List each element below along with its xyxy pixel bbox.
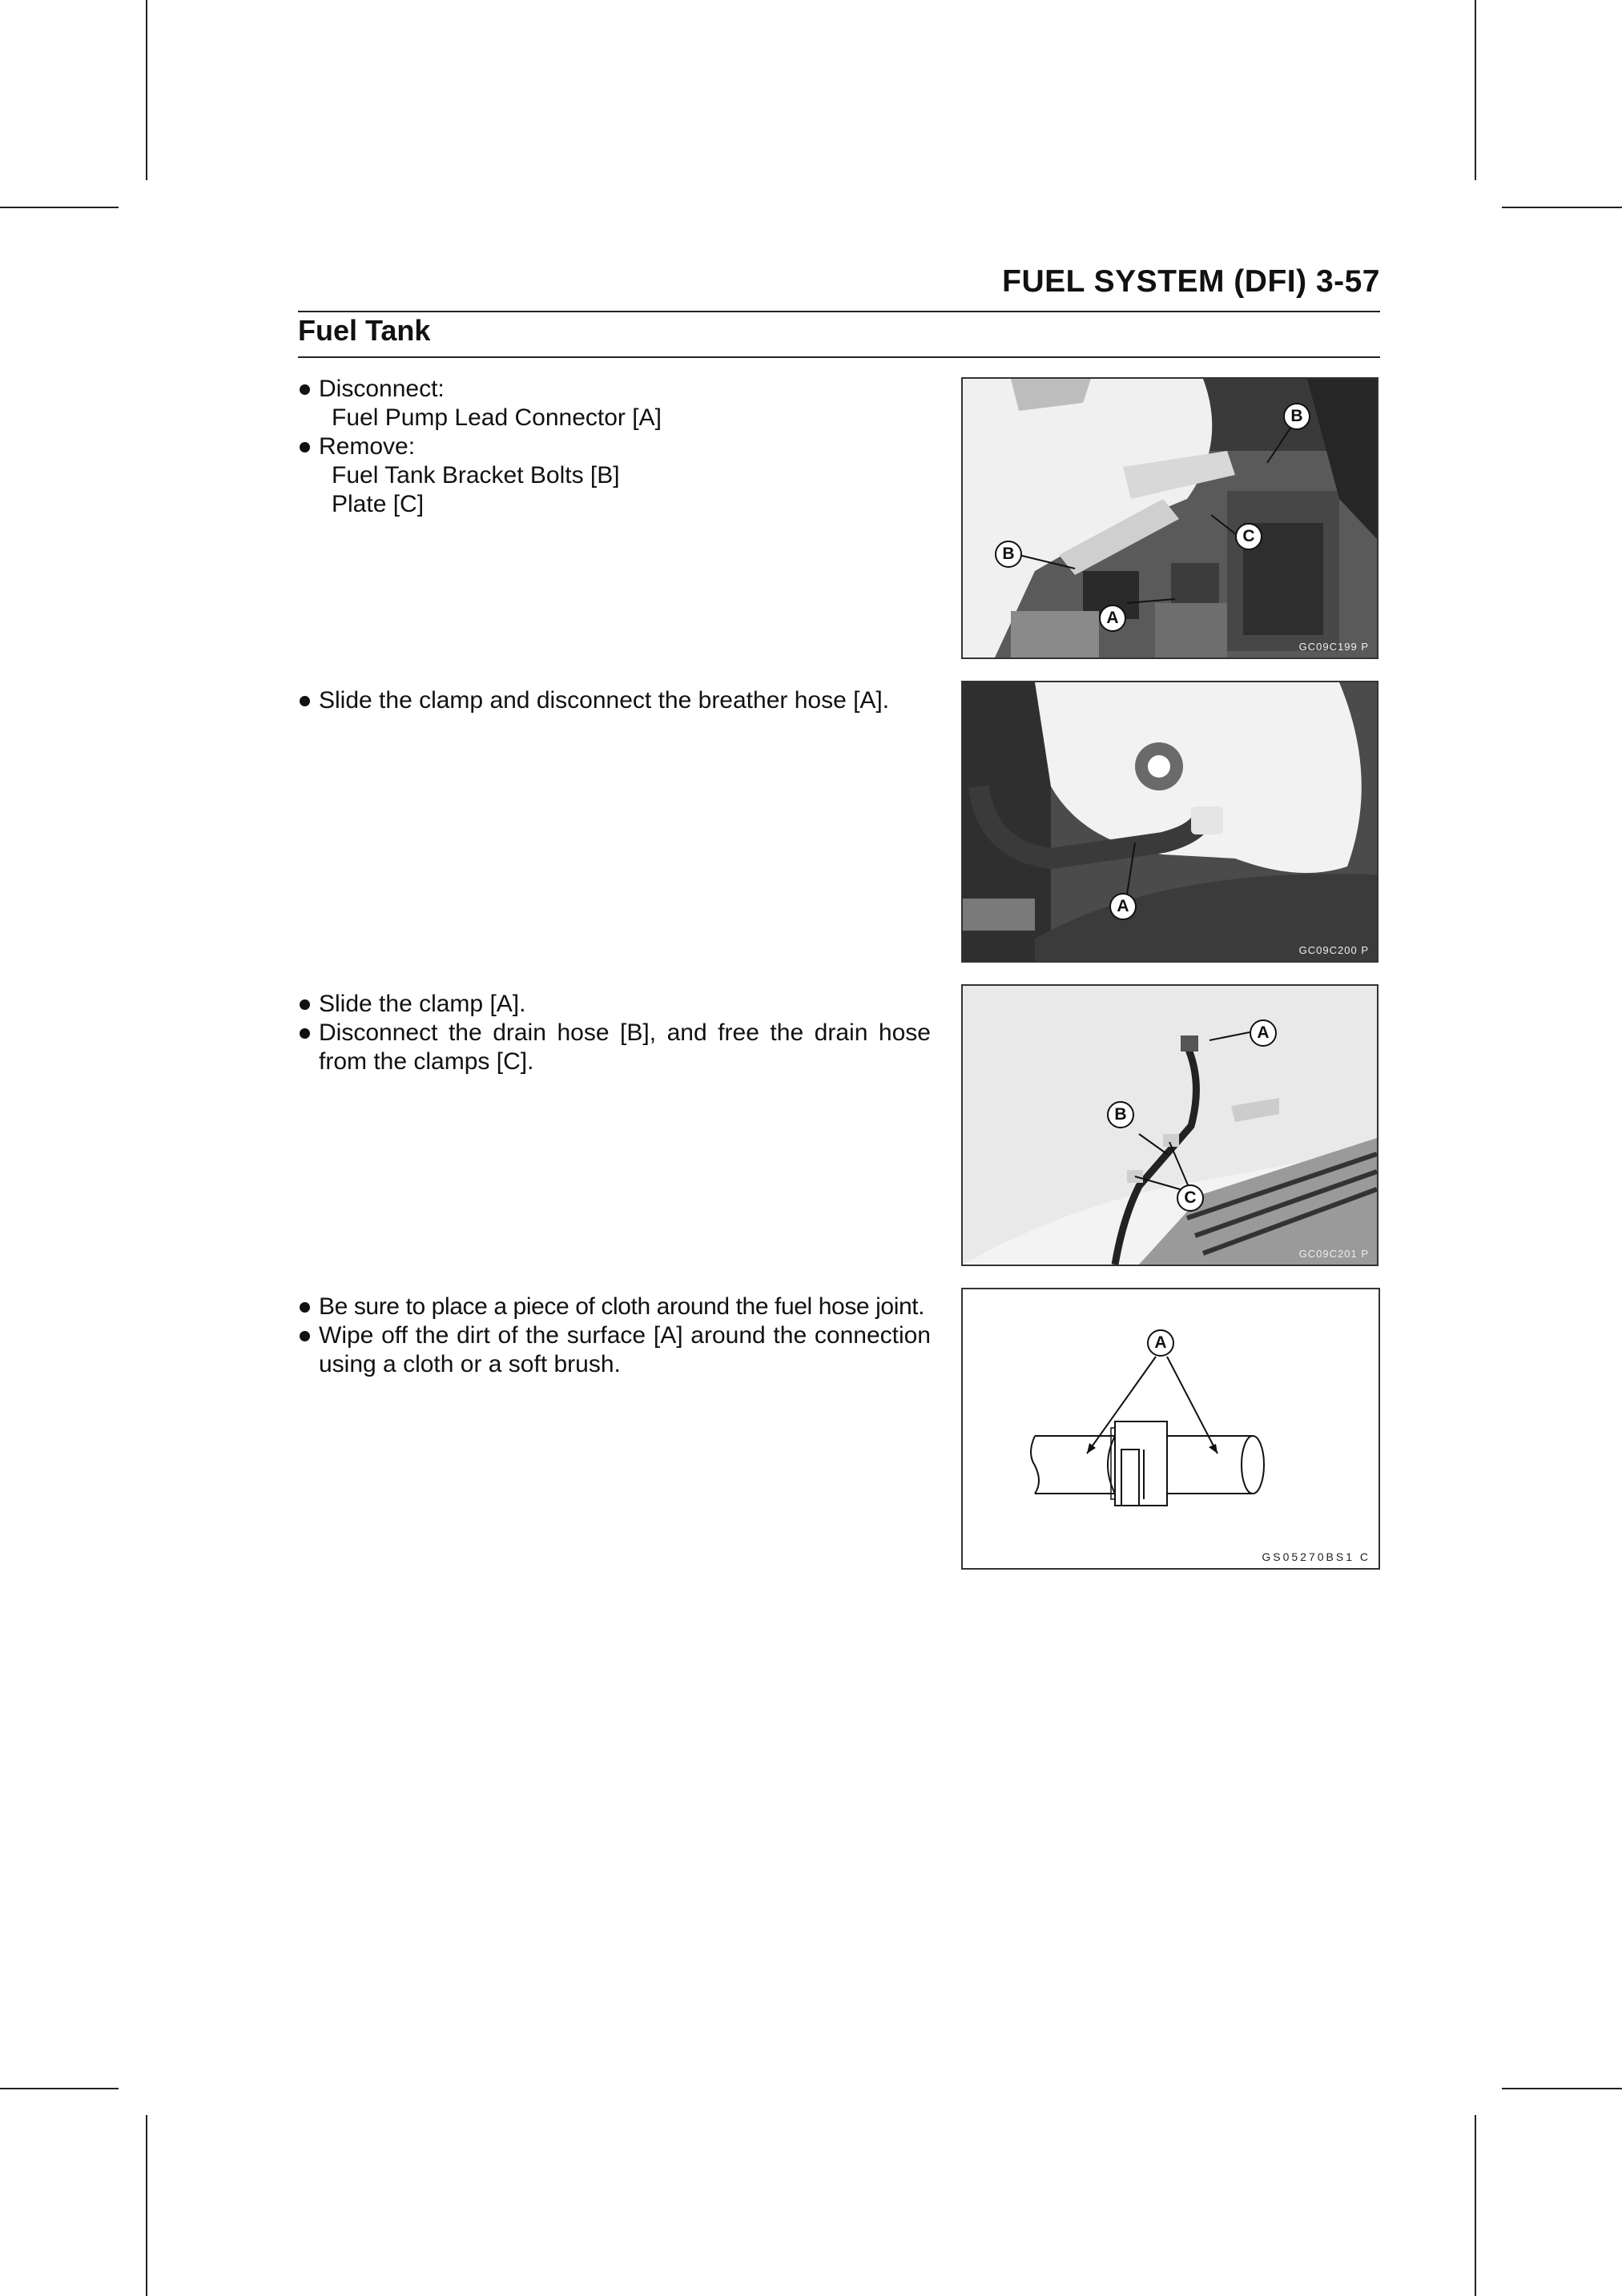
- step-text: Disconnect the drain hose [B], and free the drain hose from the clamps [C].: [319, 1019, 931, 1075]
- step-3-text: [298, 990, 931, 1076]
- header-rule: [298, 311, 1380, 312]
- step-text: Remove:: [319, 433, 416, 460]
- step-bullet-line: [298, 1321, 931, 1379]
- step-bullet-line: [298, 1293, 931, 1321]
- figure-code: GS05270BS1 C: [1262, 1550, 1370, 1563]
- figure-breather-hose-photo: [961, 681, 1378, 963]
- step-1-text: [298, 375, 931, 519]
- crop-mark: [1475, 2115, 1476, 2296]
- bullet: [300, 1331, 310, 1341]
- callout-a: A: [1109, 893, 1137, 920]
- crop-mark: [0, 207, 119, 208]
- crop-mark: [1502, 2088, 1622, 2089]
- figure-code: GC09C201 P: [1298, 1248, 1369, 1260]
- photo-illustration: [963, 379, 1377, 657]
- crop-mark: [0, 2088, 119, 2089]
- step-sub-line: Fuel Tank Bracket Bolts [B]: [332, 462, 620, 489]
- step-bullet-line: [298, 375, 931, 404]
- crop-mark: [1502, 207, 1622, 208]
- bullet: [300, 1028, 310, 1039]
- step-text: Wipe off the dirt of the surface [A] around the connection using a cloth or a soft brush.: [319, 1322, 931, 1377]
- step-2-text: [298, 686, 931, 715]
- step-4-text: [298, 1293, 931, 1379]
- step-bullet-line: [298, 686, 931, 715]
- figure-code: GC09C199 P: [1298, 641, 1369, 653]
- callout-a: A: [1147, 1329, 1174, 1357]
- callout-a: A: [1099, 605, 1126, 632]
- crop-mark: [146, 2115, 147, 2296]
- figure-fuel-pump-connector-photo: [961, 377, 1378, 659]
- bullet: [300, 1302, 310, 1313]
- hose-joint-drawing: [963, 1289, 1378, 1568]
- callout-b: B: [1107, 1101, 1134, 1128]
- crop-mark: [146, 0, 147, 180]
- step-bullet-line: [298, 1019, 931, 1076]
- section-title: Fuel Tank: [298, 314, 431, 347]
- photo-illustration: [963, 986, 1377, 1265]
- figure-fuel-hose-joint-diagram: [961, 1288, 1380, 1570]
- photo-illustration: [963, 682, 1377, 961]
- step-sub-line: Plate [C]: [332, 491, 425, 517]
- crop-mark: [1475, 0, 1476, 180]
- step-bullet-line: [298, 432, 931, 461]
- page-header-title: FUEL SYSTEM (DFI) 3-57: [1002, 264, 1380, 299]
- callout-c: C: [1177, 1184, 1204, 1212]
- callout-b: B: [1283, 403, 1310, 430]
- step-text: Slide the clamp and disconnect the breather hose [A].: [319, 687, 890, 714]
- step-text: Slide the clamp [A].: [319, 991, 526, 1017]
- figure-code: GC09C200 P: [1298, 944, 1369, 956]
- step-sub-line: Fuel Pump Lead Connector [A]: [332, 404, 662, 431]
- bullet: [300, 384, 310, 395]
- callout-a: A: [1250, 1019, 1277, 1047]
- step-bullet-line: [298, 990, 931, 1019]
- bullet: [300, 442, 310, 452]
- bullet: [300, 696, 310, 706]
- bullet: [300, 999, 310, 1010]
- section-rule: [298, 356, 1380, 358]
- callout-c: C: [1235, 523, 1262, 550]
- figure-drain-hose-photo: [961, 984, 1378, 1266]
- step-text: Be sure to place a piece of cloth around the fuel hose joint.: [319, 1293, 925, 1320]
- callout-b: B: [995, 541, 1022, 568]
- step-text: Disconnect:: [319, 376, 445, 402]
